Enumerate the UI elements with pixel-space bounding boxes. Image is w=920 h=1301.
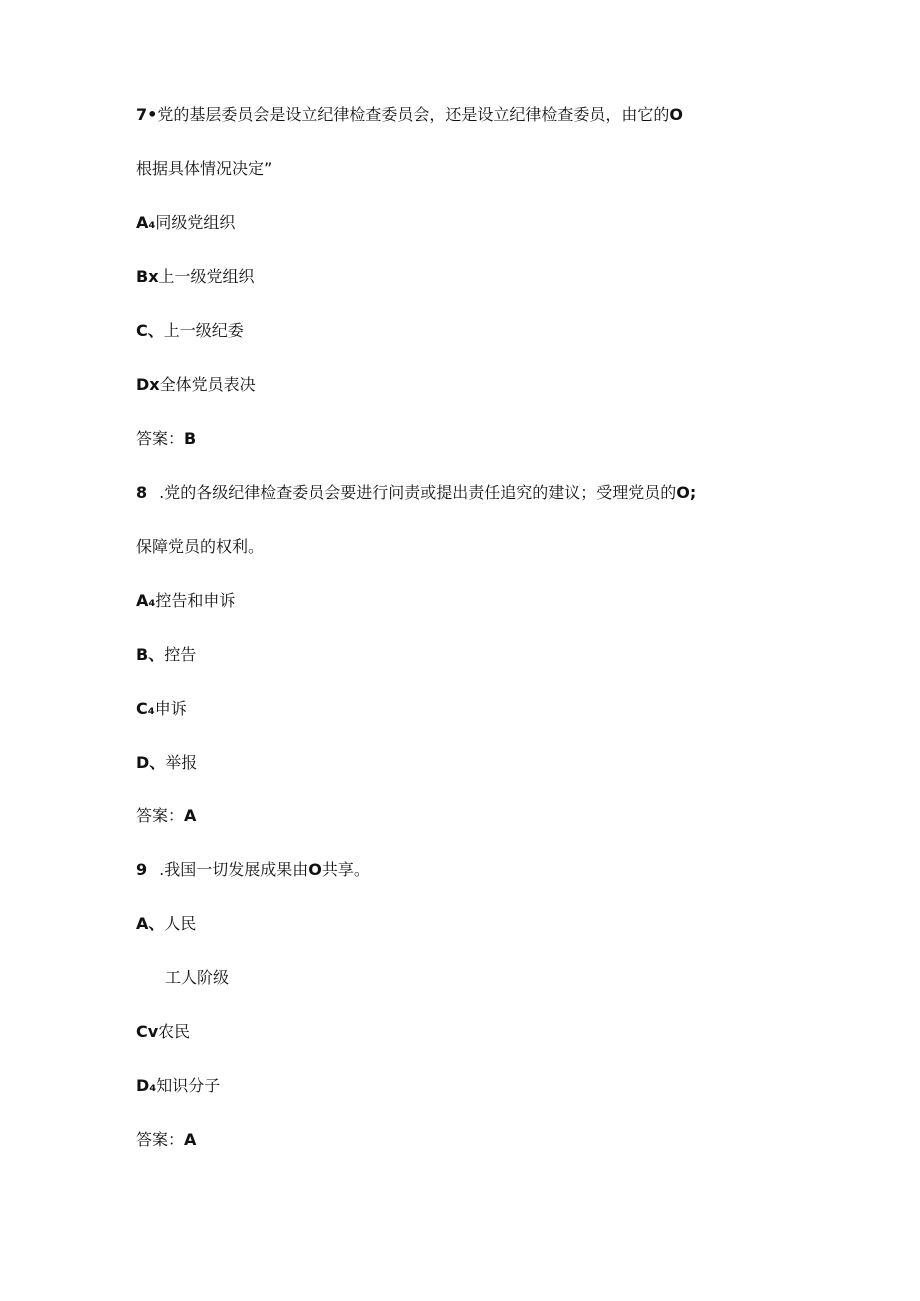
question-9-answer [136,1130,196,1150]
option-letter: D₄ [136,1076,157,1095]
option-text: 知识分子 [156,1076,221,1095]
option-letter: Cv [136,1022,159,1041]
question-7-option-a [136,213,235,233]
option-text: 同级党组织 [155,213,236,232]
question-text: 根据具体情况决定” [136,159,273,178]
question-text-tail: 共享。 [321,860,370,879]
option-text: 全体党员表决 [159,375,256,394]
answer-label: 答案： [136,429,185,448]
option-text: 农民 [158,1022,191,1041]
question-number: 7• [136,105,158,124]
question-7-answer [136,429,196,449]
question-text: 党的基层委员会是设立纪律检查委员会，还是设立纪律检查委员，由它的 [157,105,670,124]
option-text: 人民 [164,914,197,933]
question-8-stem-line-2 [136,537,264,557]
question-7-option-d [136,375,256,395]
question-9-option-b [165,968,229,988]
answer-value: B [184,429,197,448]
question-number: 9 [136,860,148,879]
question-9-option-c [136,1022,190,1042]
option-letter: C、 [136,321,164,340]
option-letter: A₄ [136,213,156,232]
answer-label: 答案： [136,1130,185,1149]
option-text: 工人阶级 [165,968,230,987]
option-text: 举报 [165,753,198,772]
question-text: .党的各级纪律检查委员会要进行问责或提出责任追究的建议；受理党员的 [159,483,677,502]
question-7-option-b [136,267,255,287]
answer-label: 答案： [136,806,185,825]
option-text: 控告 [164,645,197,664]
blank-marker: O [669,105,683,124]
blank-marker: O; [676,483,697,502]
option-letter: C₄ [136,699,155,718]
question-7-option-c [136,321,244,341]
question-8-option-b [136,645,196,665]
question-8-answer [136,806,196,826]
option-text: 上一级党组织 [158,267,255,286]
question-8-option-a [136,591,235,611]
option-text: 控告和申诉 [155,591,236,610]
question-8-stem-line-1 [136,483,696,503]
question-text: 保障党员的权利。 [136,537,265,556]
question-9-stem-line-1 [136,860,370,880]
option-text: 上一级纪委 [163,321,244,340]
option-text: 申诉 [154,699,187,718]
option-letter: A₄ [136,591,156,610]
question-8-option-c [136,699,187,719]
question-8-option-d [136,753,197,773]
option-letter: Bx [136,267,159,286]
question-9-option-d [136,1076,220,1096]
question-text: .我国一切发展成果由 [159,860,309,879]
option-letter: B、 [136,645,165,664]
option-letter: A、 [136,914,165,933]
answer-value: A [184,1130,197,1149]
question-number: 8 [136,483,148,502]
question-7-stem-line-1 [136,105,683,125]
option-letter: D、 [136,753,166,772]
answer-value: A [184,806,197,825]
question-7-stem-line-2 [136,159,272,179]
option-letter: Dx [136,375,160,394]
question-9-option-a [136,914,196,934]
blank-marker: O [308,860,322,879]
